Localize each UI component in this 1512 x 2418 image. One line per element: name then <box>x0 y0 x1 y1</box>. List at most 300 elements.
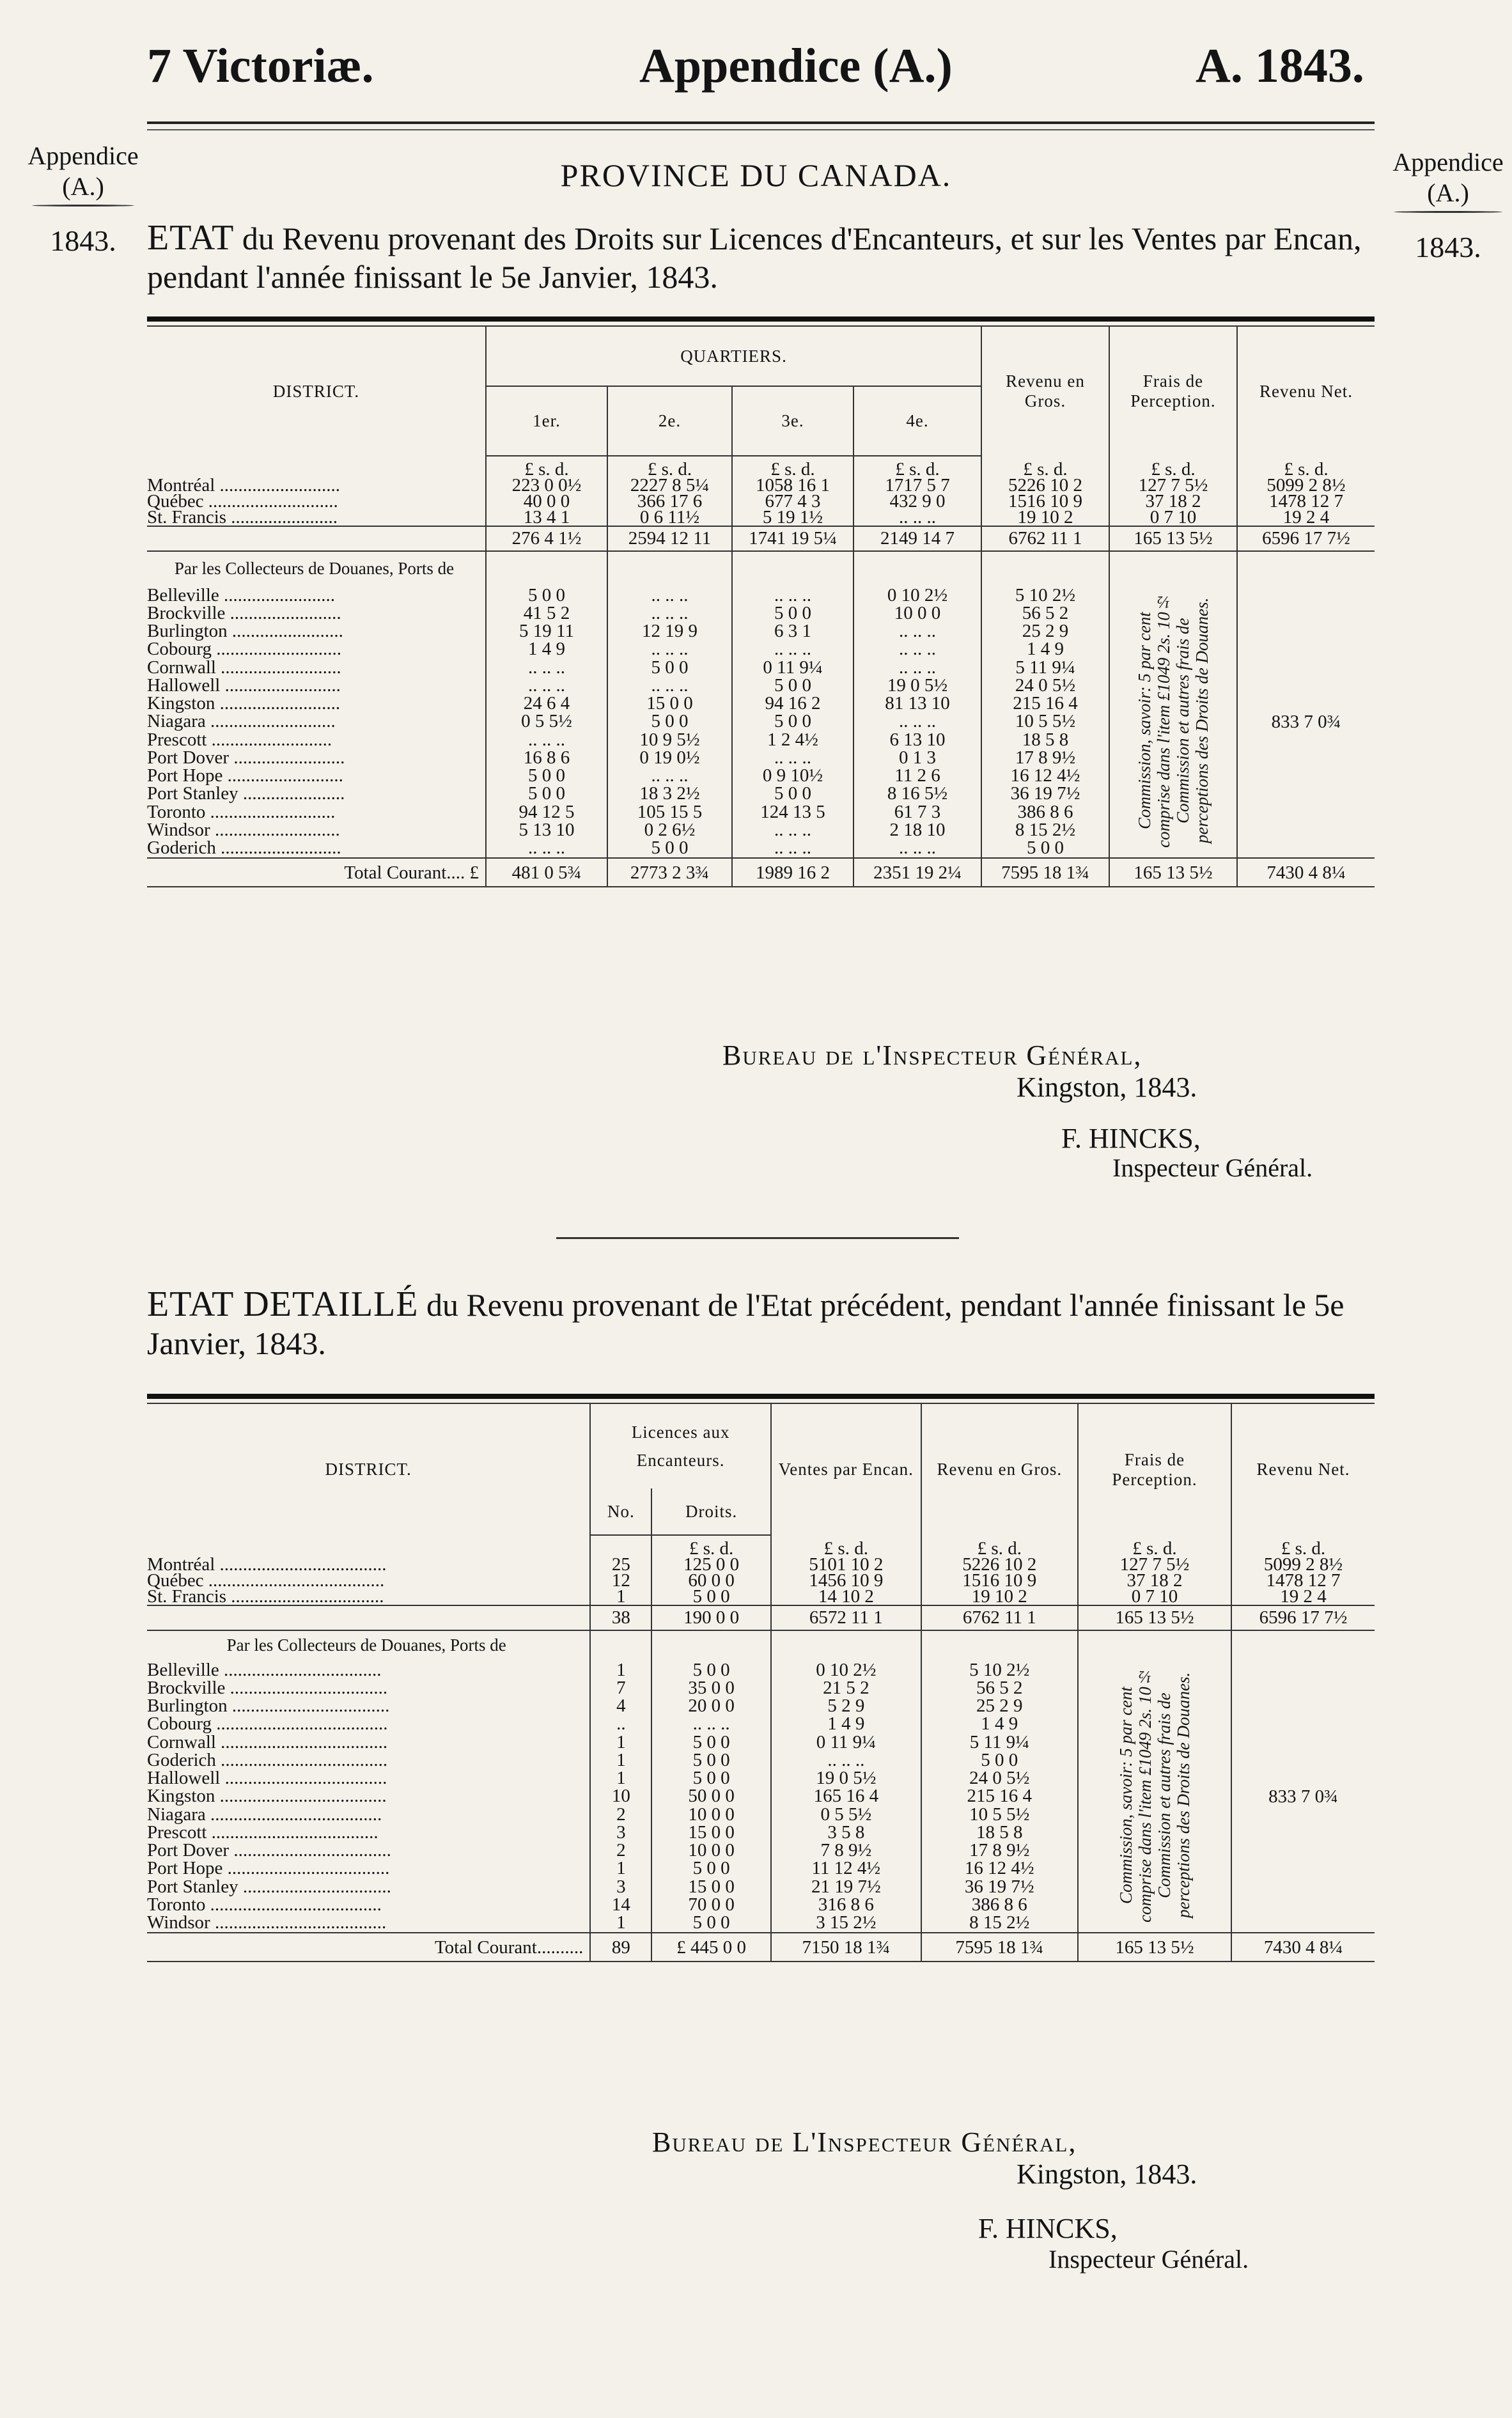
table1-port-district: Goderich .......................... <box>147 839 486 859</box>
running-head-left: 7 Victoriæ. <box>147 39 374 93</box>
table2-cell-net: 5099 2 8½ <box>1263 1554 1343 1575</box>
table1-port-cell-q4: .. .. .. <box>853 623 981 641</box>
table2-port-district: Port Hope ................................... <box>147 1860 590 1878</box>
table2-port-cell-gros: 5 0 0 <box>921 1751 1078 1769</box>
table1-port-cell-q1: 5 0 0 <box>486 785 607 803</box>
table2-port-cell-ventes: 0 5 5½ <box>771 1806 921 1823</box>
table1-total-q4: 2351 19 2¼ <box>853 858 981 886</box>
table1-port-cell-q2: 0 19 0½ <box>607 749 732 767</box>
table1-unit: £ s. d. <box>1284 458 1329 480</box>
table2-port-cell-ventes: 5 2 9 <box>771 1697 921 1715</box>
table1-header-q1: 1er. <box>486 386 607 456</box>
table1-cell-q2: 2227 8 5¼ <box>607 478 732 494</box>
table2-row <box>147 1589 1375 1605</box>
table1-port-cell-q2: 5 0 0 <box>607 713 732 731</box>
table1-total-label: Total Courant.... £ <box>147 858 486 886</box>
table1-port-cell-q1: 94 12 5 <box>486 803 607 821</box>
table1-port-cell-q2: .. .. .. <box>607 767 732 785</box>
table1-subtotal-q4: 2149 14 7 <box>853 526 981 551</box>
table1-cell-frais: 127 7 5½ <box>1109 478 1237 494</box>
table1-cell-q4: 1717 5 7 <box>853 478 981 494</box>
margin-note-right-year: 1843. <box>1415 231 1481 263</box>
table1-bottom-rule <box>147 886 1375 887</box>
table1-cell-net: 5099 2 8½ <box>1266 475 1346 495</box>
table2-port-cell-droits: 5 0 0 <box>651 1914 771 1933</box>
table2-port-cell-droits: 15 0 0 <box>651 1878 771 1896</box>
margin-brace-left <box>32 205 134 207</box>
table2-header-licences: Licences aux Encanteurs. <box>590 1404 771 1488</box>
table1-port-cell-gros: 56 5 2 <box>981 604 1109 622</box>
table1-unit: £ s. d. <box>607 456 732 478</box>
table1-cell-q3: 1058 16 1 <box>732 478 853 494</box>
table2-total-ventes: 7150 18 1¾ <box>771 1933 921 1961</box>
table2-subtotal-net: 6596 17 7½ <box>1231 1605 1375 1630</box>
table1-collectors-heading: Par les Collecteurs de Douanes, Ports de <box>147 551 486 586</box>
table1-unit: £ s. d. <box>486 456 607 478</box>
table1-port-cell-q1: 24 6 4 <box>486 695 607 713</box>
table2-subtotal-row <box>147 1605 1375 1630</box>
table1-port-cell-q3: 94 16 2 <box>732 695 853 713</box>
table2-cell-droits: 60 0 0 <box>651 1573 771 1589</box>
table1-port-district: Burlington ........................ <box>147 623 486 641</box>
table2-unit: £ s. d. <box>771 1535 921 1557</box>
table1-port-cell-q3: 5 0 0 <box>732 604 853 622</box>
table1-port-cell-q3: 0 11 9¼ <box>732 659 853 676</box>
table1-port-cell-q3: .. .. .. <box>732 749 853 767</box>
table1-port-cell-q2: 105 15 5 <box>607 803 732 821</box>
table1-port-district: Port Stanley ...................... <box>147 785 486 803</box>
table2-port-cell-droits: 35 0 0 <box>651 1679 771 1697</box>
table1-cell-net: 1478 12 7 <box>1269 491 1344 511</box>
table2-port-district: Niagara ..................................... <box>147 1806 590 1823</box>
table1-cell-q1: 223 0 0½ <box>486 478 607 494</box>
table2-port-cell-gros: 215 16 4 <box>921 1788 1078 1806</box>
table1-total-row <box>147 858 1375 886</box>
table1-header-q2: 2e. <box>607 386 732 456</box>
table1-port-cell-q3: 1 2 4½ <box>732 731 853 749</box>
table1-total-frais: 165 13 5½ <box>1109 858 1237 886</box>
table1-port-cell-q4: .. .. .. <box>853 839 981 859</box>
table1-cell-q3: 5 19 1½ <box>732 510 853 526</box>
table1-title <box>147 219 1381 296</box>
table1-total-gros: 7595 18 1¾ <box>981 858 1109 886</box>
table1-cell-q2: 366 17 6 <box>607 494 732 510</box>
table2-port-cell-ventes: 3 15 2½ <box>771 1914 921 1933</box>
table1-port-district: Brockville ........................ <box>147 604 486 622</box>
table1-header-district: DISTRICT. <box>147 327 486 456</box>
table2-cell-gros: 1516 10 9 <box>921 1573 1078 1589</box>
table2-port-district: Port Dover .................................. <box>147 1842 590 1860</box>
table2-port-cell-gros: 5 10 2½ <box>921 1661 1078 1679</box>
table2-total-label: Total Courant.......... <box>147 1933 590 1961</box>
table1-header-frais: Frais de Perception. <box>1109 327 1237 456</box>
table1-port-cell-q2: 12 19 9 <box>607 623 732 641</box>
table2-unit: £ s. d. <box>651 1535 771 1557</box>
table1-port-cell-q4: 10 0 0 <box>853 604 981 622</box>
table1-subtotal-q3: 1741 19 5¼ <box>732 526 853 551</box>
margin-note-right-line1: Appendice <box>1392 148 1504 176</box>
table2-unit: £ s. d. <box>1281 1538 1326 1559</box>
table1-district: Montréal .......................... <box>147 478 486 494</box>
table1-port-district: Cobourg ........................... <box>147 641 486 659</box>
table2-port-cell-ventes: 165 16 4 <box>771 1788 921 1806</box>
table2-total-no: 89 <box>590 1933 651 1961</box>
table2-port-cell-no: 10 <box>590 1788 651 1806</box>
table1-port-cell-q1: 5 19 11 <box>486 623 607 641</box>
table1-port-district: Hallowell ......................... <box>147 676 486 694</box>
table1 <box>147 316 1375 887</box>
table2-net-ports: 833 7 0¾ <box>1268 1786 1338 1807</box>
table1-row <box>147 510 1375 526</box>
table2-port-district: Burlington .................................. <box>147 1697 590 1715</box>
table2-port-cell-ventes: 7 8 9½ <box>771 1842 921 1860</box>
table2-port-cell-no: 4 <box>590 1697 651 1715</box>
table2-title <box>147 1285 1381 1362</box>
signature2-office <box>652 2126 1077 2158</box>
table2-port-cell-no: 3 <box>590 1878 651 1896</box>
table1-cell-q3: 677 4 3 <box>732 494 853 510</box>
table1-port-district: Belleville ........................ <box>147 586 486 604</box>
table2-header-gros: Revenu en Gros. <box>921 1404 1078 1535</box>
table1-port-cell-q3: 5 0 0 <box>732 785 853 803</box>
margin-brace-right <box>1394 211 1502 213</box>
table1-port-cell-q3: 5 0 0 <box>732 676 853 694</box>
table2-port-district: Windsor ..................................... <box>147 1914 590 1933</box>
table1-port-cell-q3: 124 13 5 <box>732 803 853 821</box>
table1-port-cell-q4: 6 13 10 <box>853 731 981 749</box>
table2-port-cell-droits: 5 0 0 <box>651 1770 771 1788</box>
table1-cell-q1: 40 0 0 <box>486 494 607 510</box>
table2-cell-frais: 0 7 10 <box>1078 1589 1231 1605</box>
table2-district: Québec ...................................... <box>147 1573 590 1589</box>
table2-grid <box>147 1404 1375 1961</box>
table1-port-cell-gros: 215 16 4 <box>981 695 1109 713</box>
table1-unit-spacer <box>147 456 486 478</box>
table2-port-cell-gros: 56 5 2 <box>921 1679 1078 1697</box>
table1-port-district: Toronto ........................... <box>147 803 486 821</box>
table2-title-rest: du Revenu provenant de l'Etat précédent, pendant l'année finissant le 5e Janvier, 1843. <box>147 1287 1344 1361</box>
table2-cell-droits: 5 0 0 <box>651 1589 771 1605</box>
signature1-office-text: Bureau de l'Inspecteur Général, <box>722 1040 1142 1071</box>
table2-port-row <box>147 1661 1375 1679</box>
table1-port-cell-q1: 5 13 10 <box>486 821 607 839</box>
table2-top-rule <box>147 1394 1375 1399</box>
table2-port-cell-gros: 386 8 6 <box>921 1896 1078 1914</box>
table2-port-district: Port Stanley ................................ <box>147 1878 590 1896</box>
table1-port-cell-q4: 11 2 6 <box>853 767 981 785</box>
table2-cell-droits: 125 0 0 <box>651 1557 771 1573</box>
table2-cell-no: 1 <box>590 1589 651 1605</box>
table1-total-q3: 1989 16 2 <box>732 858 853 886</box>
table2-unit: £ s. d. <box>921 1535 1078 1557</box>
table2-port-district: Prescott .................................... <box>147 1823 590 1841</box>
table1-cell-frais: 37 18 2 <box>1109 494 1237 510</box>
table2-port-cell-ventes: 21 19 7½ <box>771 1878 921 1896</box>
table1-net-ports: 833 7 0¾ <box>1271 711 1341 732</box>
header-rule-thin <box>147 129 1375 130</box>
table2-port-cell-droits: 20 0 0 <box>651 1697 771 1715</box>
table2-port-cell-no: .. <box>590 1715 651 1733</box>
table1-port-cell-q3: 5 0 0 <box>732 713 853 731</box>
table2-subtotal-ventes: 6572 11 1 <box>771 1605 921 1630</box>
table2-port-cell-gros: 8 15 2½ <box>921 1914 1078 1933</box>
table2 <box>147 1394 1375 1962</box>
table1-port-cell-q1: .. .. .. <box>486 659 607 676</box>
table1-subtotal-gros: 6762 11 1 <box>981 526 1109 551</box>
table2-unit-spacer <box>590 1535 651 1557</box>
margin-note-left-line1: Appendice <box>27 141 139 170</box>
table1-port-cell-q2: 10 9 5½ <box>607 731 732 749</box>
table1-port-cell-q3: .. .. .. <box>732 821 853 839</box>
table2-port-cell-droits: .. .. .. <box>651 1715 771 1733</box>
table2-collectors-row <box>147 1630 1375 1661</box>
table1-port-cell-q3: .. .. .. <box>732 586 853 604</box>
signature1-office <box>722 1039 1142 1072</box>
table2-cell-gros: 19 10 2 <box>921 1589 1078 1605</box>
table2-port-district: Hallowell ................................... <box>147 1770 590 1788</box>
table1-port-cell-q1: 16 8 6 <box>486 749 607 767</box>
table2-port-cell-gros: 1 4 9 <box>921 1715 1078 1733</box>
table1-port-cell-q1: 5 0 0 <box>486 767 607 785</box>
table2-subtotal-label <box>147 1605 590 1630</box>
table1-cell-q4: .. .. .. <box>853 510 981 526</box>
table2-port-cell-ventes: 0 10 2½ <box>771 1661 921 1679</box>
table2-port-cell-no: 2 <box>590 1806 651 1823</box>
table2-port-cell-ventes: 11 12 4½ <box>771 1860 921 1878</box>
table2-port-cell-gros: 5 11 9¼ <box>921 1733 1078 1751</box>
table2-total-row <box>147 1933 1375 1961</box>
table1-unit: £ s. d. <box>732 456 853 478</box>
table1-header-q3: 3e. <box>732 386 853 456</box>
table1-port-cell-q2: .. .. .. <box>607 586 732 604</box>
table1-port-cell-gros: 17 8 9½ <box>981 749 1109 767</box>
table1-port-cell-q2: .. .. .. <box>607 604 732 622</box>
table2-port-cell-no: 1 <box>590 1661 651 1679</box>
table1-title-lead: ETAT <box>147 218 235 258</box>
table1-port-cell-q2: 5 0 0 <box>607 839 732 859</box>
table1-collectors-row <box>147 551 1375 586</box>
table1-district: St. Francis ....................... <box>147 510 486 526</box>
table1-header-q4: 4e. <box>853 386 981 456</box>
table2-port-cell-droits: 15 0 0 <box>651 1823 771 1841</box>
table2-port-district: Cobourg ..................................... <box>147 1715 590 1733</box>
signature2-office-text: Bureau de L'Inspecteur Général, <box>652 2126 1077 2158</box>
table1-port-cell-gros: 1 4 9 <box>981 641 1109 659</box>
table2-port-cell-no: 7 <box>590 1679 651 1697</box>
table2-port-district: Brockville .................................. <box>147 1679 590 1697</box>
table1-subtotal-label <box>147 526 486 551</box>
running-head-center: Appendice (A.) <box>639 39 953 93</box>
table2-subtotal-no: 38 <box>590 1605 651 1630</box>
table2-port-cell-ventes: 316 8 6 <box>771 1896 921 1914</box>
table1-port-cell-gros: 10 5 5½ <box>981 713 1109 731</box>
table2-frais-note-cell <box>1078 1661 1231 1933</box>
table2-port-cell-no: 3 <box>590 1823 651 1841</box>
signature1-name: F. HINCKS, <box>1061 1123 1201 1154</box>
table1-subtotal-net: 6596 17 7½ <box>1237 526 1375 551</box>
table2-unit: £ s. d. <box>1078 1535 1231 1557</box>
table2-cell-net: 1478 12 7 <box>1266 1570 1341 1591</box>
table1-cell-q1: 13 4 1 <box>486 510 607 526</box>
table2-frais-note: Commission, savoir: 5 par cent comprise dans l'item £1049 2s. 10½ Commission et autres frais de perceptions des Droits de Douanes. <box>1116 1667 1193 1923</box>
table1-port-cell-gros: 36 19 7½ <box>981 785 1109 803</box>
table2-cell-net: 19 2 4 <box>1280 1586 1327 1607</box>
table1-port-cell-q3: 6 3 1 <box>732 623 853 641</box>
table2-header-district: DISTRICT. <box>147 1404 590 1535</box>
table1-port-cell-gros: 24 0 5½ <box>981 676 1109 694</box>
table1-header-net: Revenu Net. <box>1259 381 1353 401</box>
table1-port-cell-gros: 25 2 9 <box>981 623 1109 641</box>
margin-note-left-line2: (A.) <box>62 172 104 201</box>
table1-port-cell-q4: .. .. .. <box>853 641 981 659</box>
table1-title-rest: du Revenu provenant des Droits sur Licences d'Encanteurs, et sur les Ventes par Encan, pendant l'année finissant le 5e Janvier, 1843. <box>147 221 1362 295</box>
table2-port-cell-gros: 36 19 7½ <box>921 1878 1078 1896</box>
table2-cell-frais: 127 7 5½ <box>1078 1557 1231 1573</box>
table1-port-cell-q3: .. .. .. <box>732 839 853 859</box>
table1-port-cell-q3: .. .. .. <box>732 641 853 659</box>
table1-port-district: Niagara ........................... <box>147 713 486 731</box>
table2-port-cell-gros: 16 12 4½ <box>921 1860 1078 1878</box>
table1-total-q2: 2773 2 3¾ <box>607 858 732 886</box>
province-heading: PROVINCE DU CANADA. <box>560 157 952 193</box>
table2-port-cell-droits: 10 0 0 <box>651 1842 771 1860</box>
table1-unit: £ s. d. <box>981 456 1109 478</box>
table1-port-cell-gros: 16 12 4½ <box>981 767 1109 785</box>
table2-port-cell-droits: 5 0 0 <box>651 1751 771 1769</box>
table2-total-net: 7430 4 8¼ <box>1231 1933 1375 1961</box>
table1-port-cell-q2: 18 3 2½ <box>607 785 732 803</box>
table2-subtotal-frais: 165 13 5½ <box>1078 1605 1231 1630</box>
table1-port-cell-q4: 19 0 5½ <box>853 676 981 694</box>
table2-header-frais: Frais de Perception. <box>1078 1404 1231 1535</box>
table1-frais-note: Commission, savoir: 5 par cent comprise dans l'item £1049 2s. 10½ Commission et autres frais de perceptions des Droits de Douanes. <box>1135 593 1212 848</box>
table2-port-cell-ventes: 19 0 5½ <box>771 1770 921 1788</box>
table1-port-cell-q4: 2 18 10 <box>853 821 981 839</box>
table1-port-cell-q2: .. .. .. <box>607 676 732 694</box>
table1-port-row <box>147 586 1375 604</box>
table1-port-cell-gros: 5 10 2½ <box>981 586 1109 604</box>
table2-port-cell-no: 14 <box>590 1896 651 1914</box>
table2-header-ventes: Ventes par Encan. <box>771 1404 921 1535</box>
table2-total-frais: 165 13 5½ <box>1078 1933 1231 1961</box>
table2-port-cell-gros: 18 5 8 <box>921 1823 1078 1841</box>
table2-port-cell-no: 1 <box>590 1751 651 1769</box>
table1-subtotal-row <box>147 526 1375 551</box>
table2-port-cell-no: 1 <box>590 1733 651 1751</box>
table2-cell-no: 25 <box>590 1557 651 1573</box>
table2-port-cell-droits: 70 0 0 <box>651 1896 771 1914</box>
margin-note-right-line2: (A.) <box>1427 178 1469 207</box>
table1-port-cell-gros: 5 0 0 <box>981 839 1109 859</box>
table2-port-cell-droits: 5 0 0 <box>651 1661 771 1679</box>
table2-total-droits: £ 445 0 0 <box>651 1933 771 1961</box>
table1-cell-q2: 0 6 11½ <box>607 510 732 526</box>
table1-cell-q4: 432 9 0 <box>853 494 981 510</box>
table1-unit: £ s. d. <box>1109 456 1237 478</box>
table1-port-cell-q3: 0 9 10½ <box>732 767 853 785</box>
table1-port-district: Kingston .......................... <box>147 695 486 713</box>
table1-port-cell-q2: 5 0 0 <box>607 659 732 676</box>
table1-port-cell-q4: .. .. .. <box>853 659 981 676</box>
table2-cell-ventes: 14 10 2 <box>771 1589 921 1605</box>
table1-header-gros: Revenu en Gros. <box>981 327 1109 456</box>
table1-port-cell-q1: 5 0 0 <box>486 586 607 604</box>
table2-district: St. Francis ................................. <box>147 1589 590 1605</box>
table2-port-cell-gros: 24 0 5½ <box>921 1770 1078 1788</box>
table1-port-cell-q2: .. .. .. <box>607 641 732 659</box>
table1-port-cell-q4: 81 13 10 <box>853 695 981 713</box>
table1-port-cell-gros: 5 11 9¼ <box>981 659 1109 676</box>
table1-port-cell-q1: .. .. .. <box>486 839 607 859</box>
section-separator <box>556 1237 959 1239</box>
table2-cell-frais: 37 18 2 <box>1078 1573 1231 1589</box>
table2-port-cell-gros: 10 5 5½ <box>921 1806 1078 1823</box>
table1-port-cell-q2: 0 2 6½ <box>607 821 732 839</box>
margin-note-left-year: 1843. <box>50 224 116 257</box>
table2-port-cell-droits: 10 0 0 <box>651 1806 771 1823</box>
table1-unit: £ s. d. <box>853 456 981 478</box>
table2-port-cell-droits: 5 0 0 <box>651 1860 771 1878</box>
header-rule <box>147 121 1375 124</box>
table2-unit-spacer <box>147 1535 590 1557</box>
table1-port-district: Windsor ........................... <box>147 821 486 839</box>
table2-port-district: Cornwall .................................... <box>147 1733 590 1751</box>
table2-total-gros: 7595 18 1¾ <box>921 1933 1078 1961</box>
table1-grid <box>147 327 1375 886</box>
table2-port-cell-ventes: 1 4 9 <box>771 1715 921 1733</box>
table1-subtotal-q2: 2594 12 11 <box>607 526 732 551</box>
table1-frais-note-cell <box>1109 586 1237 858</box>
table2-cell-ventes: 1456 10 9 <box>771 1573 921 1589</box>
table2-header-droits: Droits. <box>651 1488 771 1535</box>
table1-total-q1: 481 0 5¾ <box>486 858 607 886</box>
table1-port-cell-q1: .. .. .. <box>486 731 607 749</box>
table1-port-district: Prescott .......................... <box>147 731 486 749</box>
table1-port-cell-gros: 386 8 6 <box>981 803 1109 821</box>
table1-district: Québec ............................ <box>147 494 486 510</box>
table1-subtotal-q1: 276 4 1½ <box>486 526 607 551</box>
table2-header-net: Revenu Net. <box>1256 1460 1350 1479</box>
table2-subtotal-gros: 6762 11 1 <box>921 1605 1078 1630</box>
table1-port-cell-q4: 8 16 5½ <box>853 785 981 803</box>
table2-port-cell-no: 1 <box>590 1860 651 1878</box>
table1-cell-frais: 0 7 10 <box>1109 510 1237 526</box>
table1-port-cell-gros: 18 5 8 <box>981 731 1109 749</box>
signature1-role: Inspecteur Général. <box>1112 1153 1313 1182</box>
signature1-place: Kingston, 1843. <box>1017 1072 1197 1103</box>
table2-port-cell-ventes: 0 11 9¼ <box>771 1733 921 1751</box>
table1-total-net: 7430 4 8¼ <box>1237 858 1375 886</box>
table2-collectors-heading: Par les Collecteurs de Douanes, Ports de <box>147 1630 590 1661</box>
table1-port-cell-q1: 41 5 2 <box>486 604 607 622</box>
running-head-right: A. 1843. <box>1196 39 1364 93</box>
signature2-role: Inspecteur Général. <box>1048 2245 1249 2274</box>
table2-district: Montréal .................................... <box>147 1557 590 1573</box>
table1-port-district: Port Dover ........................ <box>147 749 486 767</box>
table1-subtotal-frais: 165 13 5½ <box>1109 526 1237 551</box>
signature2-place: Kingston, 1843. <box>1017 2158 1197 2190</box>
table1-port-cell-q1: 1 4 9 <box>486 641 607 659</box>
table2-port-district: Toronto ..................................... <box>147 1896 590 1914</box>
table1-port-cell-q1: .. .. .. <box>486 676 607 694</box>
signature2-name: F. HINCKS, <box>978 2213 1118 2244</box>
table2-port-cell-ventes: .. .. .. <box>771 1751 921 1769</box>
table1-header-quartiers: QUARTIERS. <box>486 327 981 386</box>
table1-cell-gros: 19 10 2 <box>981 510 1109 526</box>
table1-cell-gros: 1516 10 9 <box>981 494 1109 510</box>
table1-port-cell-q1: 0 5 5½ <box>486 713 607 731</box>
table2-cell-ventes: 5101 10 2 <box>771 1557 921 1573</box>
